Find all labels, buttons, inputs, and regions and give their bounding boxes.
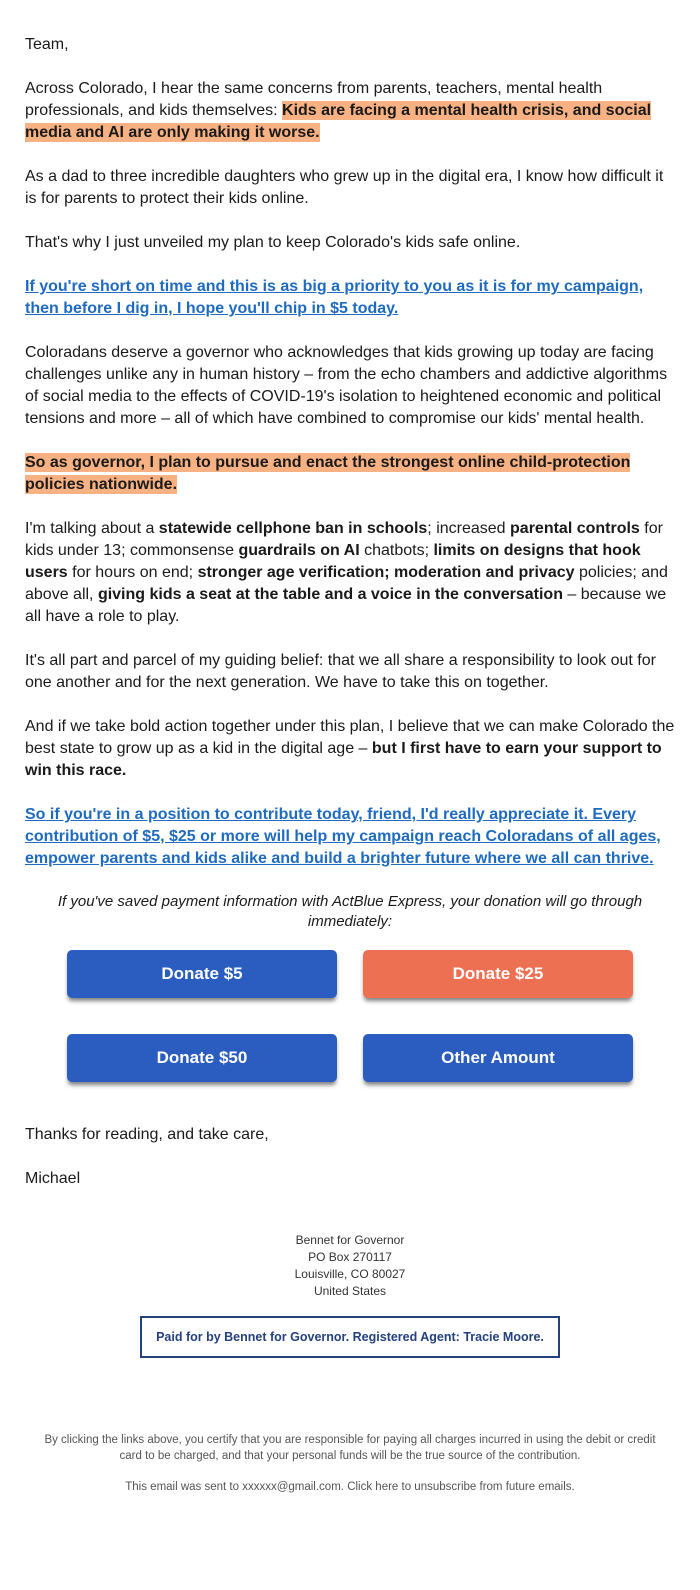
text-segment: Across Colorado, I hear the same concerns from parents, teachers, mental health professionals, and kids themselves:	[25, 80, 603, 119]
address-line-country: United States	[313, 1284, 387, 1298]
paragraph-closing	[25, 1124, 675, 1146]
text-segment: It's all part and parcel of my guiding belief: that we all share a responsibility to look out for one another and for the next generation. We have to take this on together.	[25, 652, 656, 691]
text-segment: but I first have to earn your support to win this race.	[25, 740, 662, 779]
text-segment: Thanks for reading, and take care,	[25, 1126, 269, 1143]
text-segment: stronger age verification; moderation and privacy	[197, 564, 575, 581]
text-segment: – because we all have a role to play.	[25, 586, 667, 625]
fine-print-section	[25, 1432, 675, 1495]
address-line-pobox: PO Box 270117	[308, 1250, 392, 1264]
paragraph-pledge	[25, 452, 675, 496]
text-segment: Michael	[25, 1170, 81, 1187]
inline-link[interactable]: If you're short on time and this is as big a priority to you as it is for my campaign, then before I dig in, I hope you'll chip in $5 today.	[25, 278, 644, 317]
campaign-address	[25, 1232, 675, 1300]
text-segment: statewide cellphone ban in schools	[158, 520, 428, 537]
text-segment: for hours on end;	[67, 564, 198, 581]
text-segment: So as governor, I plan to pursue and enact the strongest online child-protection policies nationwide.	[25, 454, 631, 493]
text-segment: If you've saved payment information with ActBlue Express, your donation will go through immediately:	[57, 893, 643, 930]
text-segment: That's why I just unveiled my plan to keep Colorado's kids safe online.	[25, 234, 521, 251]
text-segment: Coloradans deserve a governor who acknowledges that kids growing up today are facing challenges unlike any in human history – from the echo chambers and addictive algorithms of social media to the effects of COVID-19's isolation to heightened economic and political tensions and more – all of which have combined to compromise our kids' mental health.	[25, 344, 668, 427]
text-segment: By clicking the links above, you certify that you are responsible for paying all charges incurred in using the debit or credit card to be charged, and that your personal funds will be the true source of the contribution.	[44, 1434, 656, 1462]
paragraph-donate-ask-1	[25, 276, 675, 320]
signature	[25, 1168, 675, 1190]
greeting	[25, 34, 675, 56]
paragraph-donate-ask-2	[25, 804, 675, 870]
paragraph-challenges	[25, 342, 675, 430]
donate-50-button[interactable]: Donate $50	[67, 1034, 337, 1082]
donate-other-amount-button[interactable]: Other Amount	[363, 1034, 633, 1082]
actblue-express-note	[25, 892, 675, 932]
paragraph-dad	[25, 166, 675, 210]
text-segment: policies; and above all,	[25, 564, 668, 603]
address-line-org: Bennet for Governor	[295, 1233, 405, 1247]
text-segment: Team,	[25, 36, 69, 53]
inline-link[interactable]: Click here to unsubscribe from future emails.	[347, 1481, 575, 1493]
address-line-city: Louisville, CO 80027	[294, 1267, 406, 1281]
paragraph-plan	[25, 232, 675, 254]
text-segment: As a dad to three incredible daughters who grew up in the digital era, I know how difficult it is for parents to protect their kids online.	[25, 168, 664, 207]
text-segment: And if we take bold action together under this plan, I believe that we can make Colorado the best state to grow up as a kid in the digital age –	[25, 718, 675, 757]
text-segment: limits on designs that hook users	[25, 542, 641, 581]
paragraph-bold-action	[25, 716, 675, 782]
paid-for-disclaimer: Paid for by Bennet for Governor. Registered Agent: Tracie Moore.	[140, 1316, 560, 1358]
paragraph-intro	[25, 78, 675, 144]
unsubscribe-line	[25, 1479, 675, 1495]
text-segment: parental controls	[510, 520, 640, 537]
text-segment: guardrails on AI	[238, 542, 360, 559]
donate-25-button[interactable]: Donate $25	[363, 950, 633, 998]
donate-button-grid	[67, 950, 633, 1082]
paragraph-belief	[25, 650, 675, 694]
paragraph-policies	[25, 518, 675, 628]
text-segment: Kids are facing a mental health crisis, and social media and AI are only making it worse.	[25, 102, 652, 141]
text-segment: giving kids a seat at the table and a voice in the conversation	[97, 586, 563, 603]
text-segment: This email was sent to xxxxxx@gmail.com.	[125, 1481, 348, 1493]
text-segment: chatbots;	[359, 542, 434, 559]
text-segment: I'm talking about a	[25, 520, 159, 537]
donate-5-button[interactable]: Donate $5	[67, 950, 337, 998]
text-segment: ; increased	[427, 520, 511, 537]
inline-link[interactable]: So if you're in a position to contribute today, friend, I'd really appreciate it. Every contribution of $5, $25 or more will help my campaign reach Coloradans of all ages, empower parents and kids alike and build a brighter future where we all can thrive.	[25, 806, 661, 867]
text-segment: for kids under 13; commonsense	[25, 520, 663, 559]
charge-notice	[25, 1432, 675, 1464]
